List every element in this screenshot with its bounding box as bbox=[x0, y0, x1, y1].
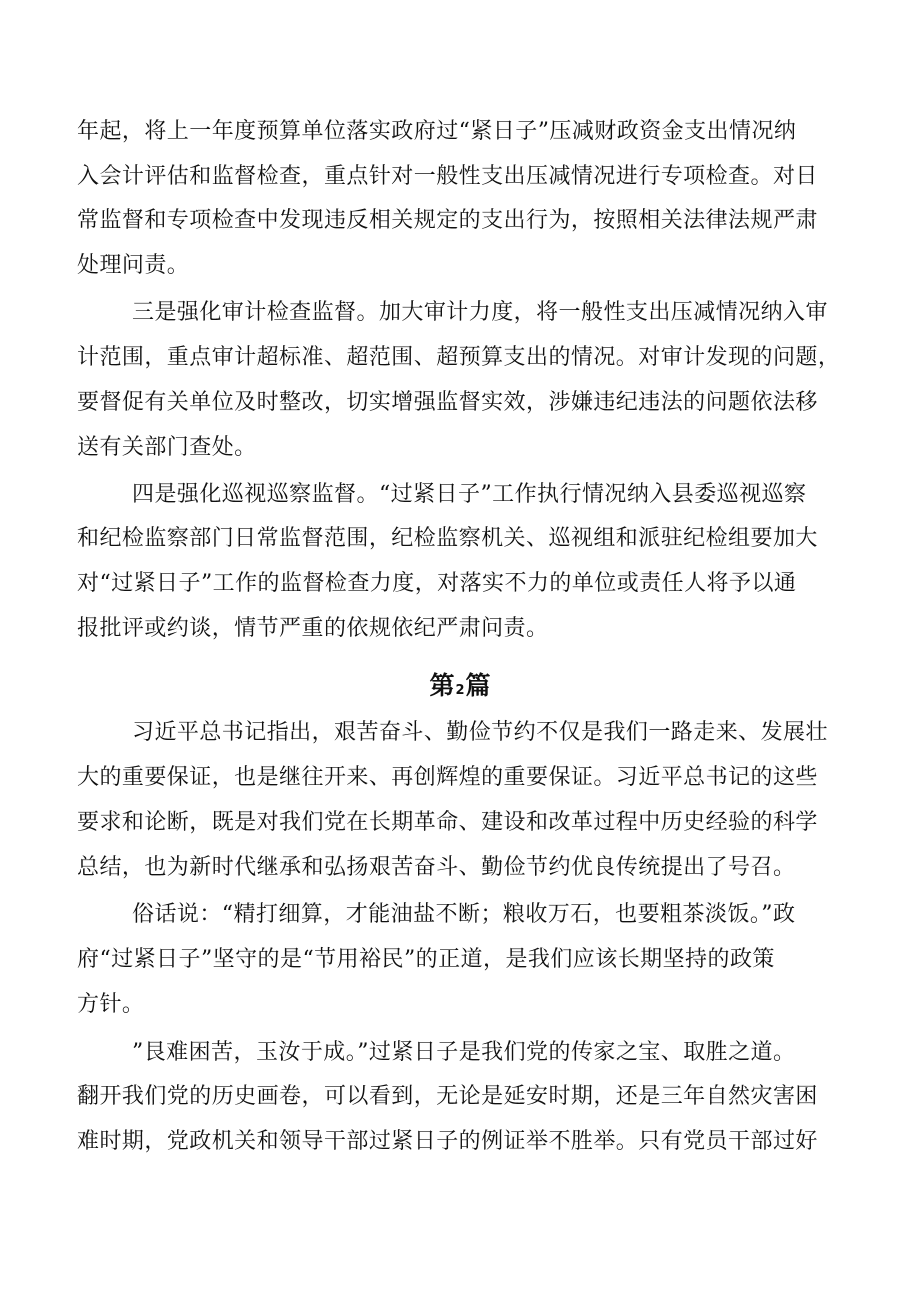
paragraph-5-line-3: 方针。 bbox=[77, 992, 145, 1017]
heading-prefix: 第 bbox=[429, 671, 455, 700]
paragraph-1-line-2: 入会计评估和监督检查，重点针对一般性支出压减情况进行专项检查。对日 bbox=[77, 164, 818, 189]
paragraph-2-line-1: 三是强化审计检查监督。加大审计力度，将一般性支出压减情况纳入审 bbox=[132, 300, 828, 325]
paragraph-3-line-1: 四是强化巡视巡察监督。“过紧日子”工作执行情况纳入县委巡视巡察 bbox=[132, 482, 807, 507]
paragraph-1-line-3: 常监督和专项检查中发现违反相关规定的支出行为，按照相关法律法规严肃 bbox=[77, 208, 818, 233]
paragraph-2-line-3: 要督促有关单位及时整改，切实增强监督实效，涉嫌违纪违法的问题依法移 bbox=[77, 390, 818, 415]
section-heading bbox=[0, 664, 920, 708]
paragraph-2-line-4: 送有关部门查处。 bbox=[77, 435, 257, 460]
paragraph-5-line-1: 俗话说：“精打细算，才能油盐不断；粮收万石，也要粗茶淡饭。”政 bbox=[132, 902, 796, 927]
paragraph-4-line-3: 要求和论断，既是对我们党在长期革命、建设和改革过程中历史经验的科学 bbox=[77, 810, 818, 835]
paragraph-3-line-4: 报批评或约谈，情节严重的依规依纪严肃问责。 bbox=[77, 616, 549, 641]
paragraph-1-line-4: 处理问责。 bbox=[77, 253, 190, 278]
paragraph-4-line-4: 总结，也为新时代继承和弘扬艰苦奋斗、勤俭节约优良传统提出了号召。 bbox=[77, 855, 796, 880]
paragraph-4-line-2: 大的重要保证，也是继往开来、再创辉煌的重要保证。习近平总书记的这些 bbox=[77, 765, 818, 790]
paragraph-2-line-2: 计范围，重点审计超标准、超范围、超预算支出的情况。对审计发现的问题， bbox=[77, 345, 841, 370]
paragraph-4-line-1: 习近平总书记指出，艰苦奋斗、勤俭节约不仅是我们一路走来、发展壮 bbox=[132, 720, 828, 745]
paragraph-3-line-3: 对“过紧日子”工作的监督检查力度，对落实不力的单位或责任人将予以通 bbox=[77, 571, 797, 596]
paragraph-5-line-2: 府“过紧日子”坚守的是“节用裕民”的正道，是我们应该长期坚持的政策 bbox=[77, 947, 775, 972]
paragraph-6-line-3: 难时期，党政机关和领导干部过紧日子的例证举不胜举。只有党员干部过好 bbox=[77, 1129, 818, 1154]
paragraph-3-line-2: 和纪检监察部门日常监督范围，纪检监察机关、巡视组和派驻纪检组要加大 bbox=[77, 526, 818, 551]
paragraph-1-line-1: 年起，将上一年度预算单位落实政府过“紧日子”压减财政资金支出情况纳 bbox=[77, 119, 797, 144]
paragraph-6-line-2: 翻开我们党的历史画卷，可以看到，无论是延安时期，还是三年自然灾害困 bbox=[77, 1084, 818, 1109]
paragraph-6-line-1: ”艮难困苦，玉汝于成。”过紧日子是我们党的传家之宝、取胜之道。 bbox=[132, 1040, 796, 1065]
heading-suffix: 篇 bbox=[465, 671, 491, 700]
heading-number: 2 bbox=[455, 683, 465, 698]
